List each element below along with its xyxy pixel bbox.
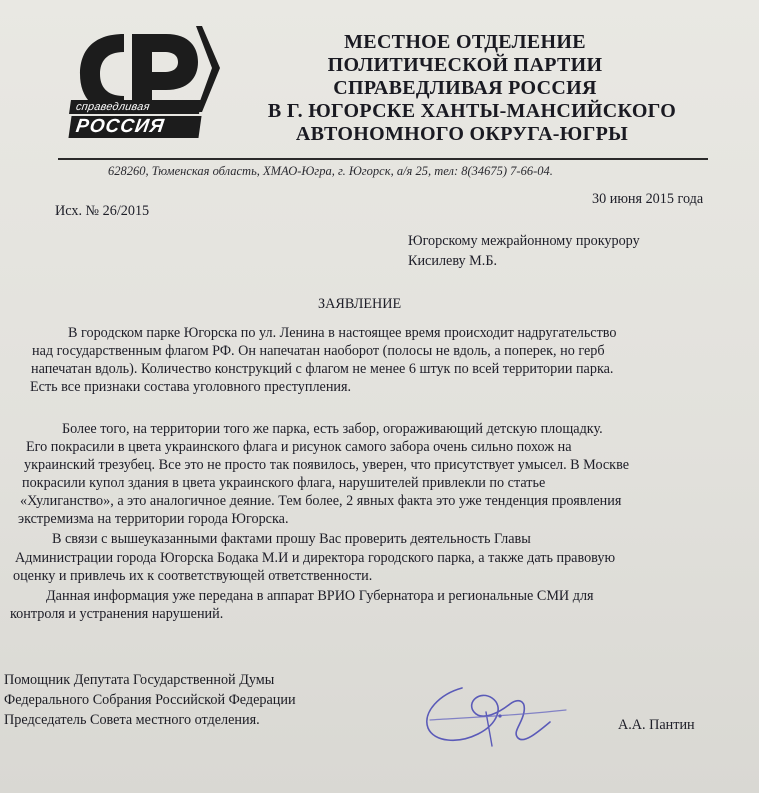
body-line: Его покрасили в цвета украинского флага и рисунок самого забора очень сильно похож на bbox=[26, 439, 572, 455]
body-line: покрасили купол здания в цвета украинского флага, нарушителей привлекли по статье bbox=[22, 475, 546, 491]
body-line: Администрации города Югорска Бодака М.И и директора городского парка, а также дать правовую bbox=[15, 550, 616, 566]
logo-party-big: РОССИЯ bbox=[68, 116, 201, 138]
body-line: над государственным флагом РФ. Он напечатан наоборот (полосы не вдоль, а поперек, но герб bbox=[32, 343, 605, 359]
org-line-4: В Г. ЮГОРСКЕ ХАНТЫ-МАНСИЙСКОГО bbox=[267, 100, 677, 122]
document-title: ЗАЯВЛЕНИЕ bbox=[318, 296, 402, 312]
logo-wordmark bbox=[70, 100, 200, 138]
ref-number: Исх. № 26/2015 bbox=[55, 203, 150, 219]
body-line: «Хулиганство», а это аналогичное деяние. Тем более, 2 явных факта это уже тенденция проявления bbox=[20, 493, 622, 509]
body-line: В городском парке Югорска по ул. Ленина в настоящее время происходит надругательство bbox=[68, 325, 617, 341]
body-line: напечатан вдоль). Количество конструкций с флагом не менее 6 штук по всей территории парка. bbox=[31, 361, 614, 377]
position-line: Председатель Совета местного отделения. bbox=[4, 712, 260, 728]
position-line: Федерального Собрания Российской Федерации bbox=[4, 692, 296, 708]
header-divider bbox=[58, 158, 708, 160]
body-line: оценку и привлечь их к соответствующей ответственности. bbox=[13, 568, 373, 584]
signatory-position bbox=[4, 670, 296, 730]
body-line: украинский трезубец. Все это не просто так появилось, уверен, что присутствует умысел. В Москве bbox=[24, 457, 629, 473]
letter-date: 30 июня 2015 года bbox=[592, 191, 704, 207]
addressee-line-2: Кисилеву М.Б. bbox=[408, 253, 498, 269]
body-line: контроля и устранения нарушений. bbox=[10, 606, 224, 622]
handwritten-signature bbox=[400, 672, 580, 757]
body-line: Есть все признаки состава уголовного преступления. bbox=[30, 379, 352, 395]
org-line-2: ПОЛИТИЧЕСКОЙ ПАРТИИ bbox=[327, 54, 603, 76]
body-line: экстремизма на территории города Югорска. bbox=[18, 511, 289, 527]
body-line: В связи с вышеуказанными фактами прошу Вас проверить деятельность Главы bbox=[52, 531, 531, 547]
body-line: Более того, на территории того же парка, есть забор, огораживающий детскую площадку. bbox=[62, 421, 603, 437]
party-logo bbox=[62, 20, 222, 160]
signatory-name: А.А. Пантин bbox=[618, 717, 695, 733]
org-line-3: СПРАВЕДЛИВАЯ РОССИЯ bbox=[333, 77, 597, 99]
logo-party-small: справедливая bbox=[69, 100, 201, 114]
body-line: Данная информация уже передана в аппарат ВРИО Губернатора и региональные СМИ для bbox=[46, 588, 594, 604]
addressee-line-1: Югорскому межрайонному прокурору bbox=[408, 233, 640, 249]
org-line-1: МЕСТНОЕ ОТДЕЛЕНИЕ bbox=[344, 31, 586, 53]
org-address: 628260, Тюменская область, ХМАО-Югра, г. Югорск, а/я 25, тел: 8(34675) 7-66-04. bbox=[108, 164, 553, 178]
position-line: Помощник Депутата Государственной Думы bbox=[4, 672, 275, 688]
logo-letters-text: СР bbox=[62, 20, 64, 21]
org-line-5: АВТОНОМНОГО ОКРУГА-ЮГРЫ bbox=[295, 123, 629, 145]
